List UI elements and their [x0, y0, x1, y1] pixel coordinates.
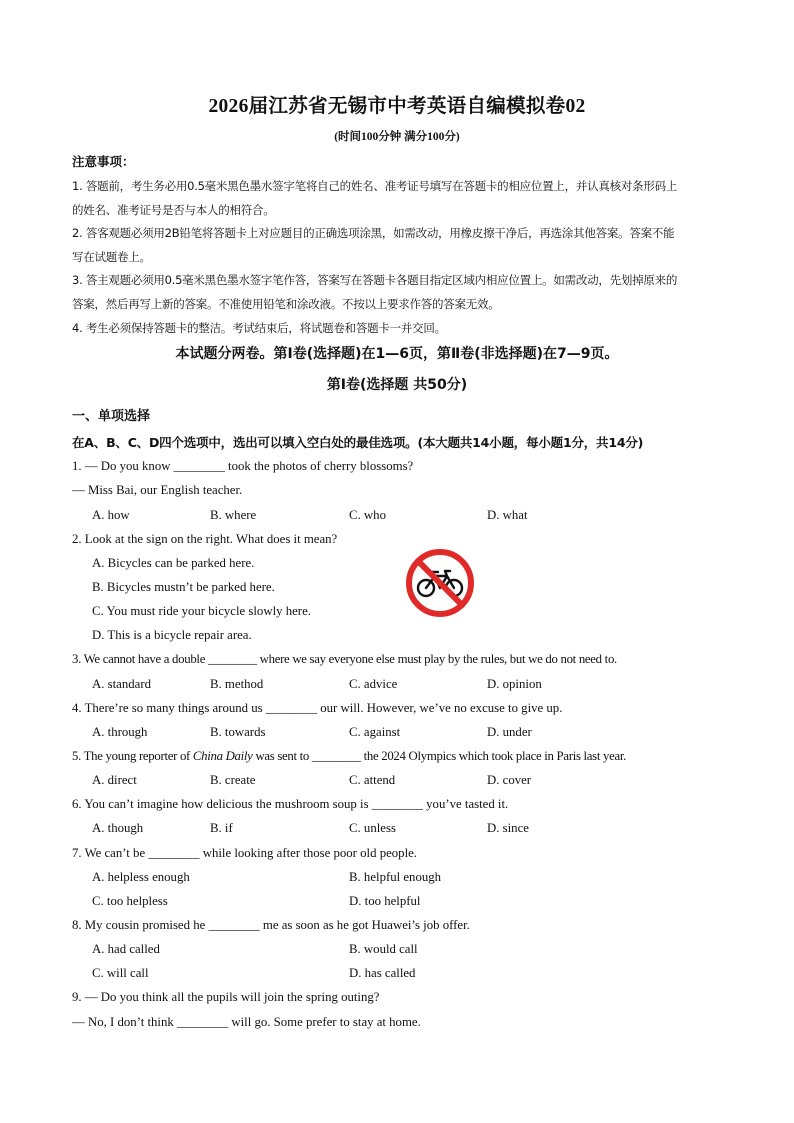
part-one-title: 第Ⅰ卷(选择题 共50分) — [326, 377, 468, 393]
q2-option-c: C. You must ride your bicycle slowly here. — [92, 604, 311, 618]
question-9-answer-line: — No, I don’t think ________ will go. Some prefer to stay at home. — [72, 1015, 421, 1029]
q5-option-a: A. direct — [92, 773, 137, 787]
q4-option-a: A. through — [92, 725, 148, 739]
notice-line: 4. 考生必须保持答题卡的整洁。考试结束后，将试题卷和答题卡一并交回。 — [72, 320, 446, 335]
q8-option-b: B. would call — [349, 942, 418, 956]
q7-option-d: D. too helpful — [349, 894, 421, 908]
q5-option-c: C. attend — [349, 773, 396, 787]
q7-option-a: A. helpless enough — [92, 870, 190, 884]
paper-structure-note: 本试题分两卷。第Ⅰ卷(选择题)在1—6页，第Ⅱ卷(非选择题)在7—9页。 — [175, 346, 619, 362]
question-5-stem-end: was sent to ________ the 2024 Olympics which took place in Paris last year. — [252, 749, 627, 763]
newspaper-name: China Daily — [192, 749, 253, 763]
section-instruction: 在A、B、C、D四个选项中，选出可以填入空白处的最佳选项。(本大题共14小题，每小题1分，共14分) — [72, 435, 644, 450]
q7-option-b: B. helpful enough — [349, 870, 442, 884]
q1-option-b: B. where — [210, 508, 257, 522]
q5-option-d: D. cover — [487, 773, 532, 787]
q4-option-b: B. towards — [210, 725, 266, 739]
question-2: 2. Look at the sign on the right. What does it mean? — [72, 532, 338, 546]
q3-option-c: C. advice — [349, 677, 398, 691]
question-7: 7. We can’t be ________ while looking after those poor old people. — [72, 846, 418, 860]
q3-option-a: A. standard — [92, 677, 151, 691]
q4-option-c: C. against — [349, 725, 401, 739]
q1-option-c: C. who — [349, 508, 386, 522]
q6-option-a: A. though — [92, 821, 144, 835]
q1-option-a: A. how — [92, 508, 130, 522]
q2-option-d: D. This is a bicycle repair area. — [92, 628, 252, 642]
notice-line: 答案，然后再写上新的答案。不准使用铅笔和涂改液。不按以上要求作答的答案无效。 — [72, 296, 500, 311]
question-8: 8. My cousin promised he ________ me as soon as he got Huawei’s job offer. — [72, 918, 470, 932]
notice-line: 2. 答客观题必须用2B铅笔将答题卡上对应题目的正确选项涂黑，如需改动，用橡皮擦干净后，再选涂其他答案。答案不能 — [72, 226, 675, 241]
question-4: 4. There’re so many things around us ________ our will. However, we’ve no excuse to give up. — [72, 701, 563, 715]
notice-block — [72, 175, 727, 340]
q8-option-d: D. has called — [349, 966, 416, 980]
notice-line: 的姓名、准考证号是否与本人的相符合。 — [72, 202, 275, 217]
q3-option-d: D. opinion — [487, 677, 542, 691]
question-1: 1. — Do you know ________ took the photos of cherry blossoms? — [72, 459, 414, 473]
question-3: 3. We cannot have a double ________ where we say everyone else must play by the rules, but we do not need to. — [72, 652, 617, 666]
notice-line: 3. 答主观题必须用0.5毫米黑色墨水签字笔作答，答案写在答题卡各题目指定区域内相应位置上。如需改动，先划掉原来的 — [72, 273, 678, 288]
q2-option-a: A. Bicycles can be parked here. — [92, 556, 255, 570]
q6-option-b: B. if — [210, 821, 233, 835]
q1-option-d: D. what — [487, 508, 528, 522]
q4-option-d: D. under — [487, 725, 532, 739]
question-9: 9. — Do you think all the pupils will join the spring outing? — [72, 990, 380, 1004]
exam-title: 2026届江苏省无锡市中考英语自编模拟卷02 — [208, 96, 586, 117]
q8-option-c: C. will call — [92, 966, 149, 980]
no-bicycle-sign-icon — [405, 548, 475, 618]
question-6: 6. You can’t imagine how delicious the mushroom soup is ________ you’ve tasted it. — [72, 797, 509, 811]
q6-option-d: D. since — [487, 821, 529, 835]
question-5 — [72, 749, 626, 764]
question-5-stem-start: 5. The young reporter of — [72, 749, 193, 763]
q6-option-c: C. unless — [349, 821, 396, 835]
q5-option-b: B. create — [210, 773, 256, 787]
notice-heading: 注意事项： — [72, 154, 135, 169]
q7-option-c: C. too helpless — [92, 894, 168, 908]
notice-line: 写在试题卷上。 — [72, 249, 151, 264]
q2-option-b: B. Bicycles mustn’t be parked here. — [92, 580, 275, 594]
section-heading: 一、单项选择 — [72, 409, 151, 424]
notice-line: 1. 答题前，考生务必用0.5毫米黑色墨水签字笔将自己的姓名、准考证号填写在答题卡的相应位置上，并认真核对条形码上 — [72, 179, 678, 193]
question-1-answer-line: — Miss Bai, our English teacher. — [72, 483, 243, 497]
exam-time-score: (时间100分钟 满分100分) — [334, 131, 460, 143]
q8-option-a: A. had called — [92, 942, 160, 956]
q3-option-b: B. method — [210, 677, 264, 691]
